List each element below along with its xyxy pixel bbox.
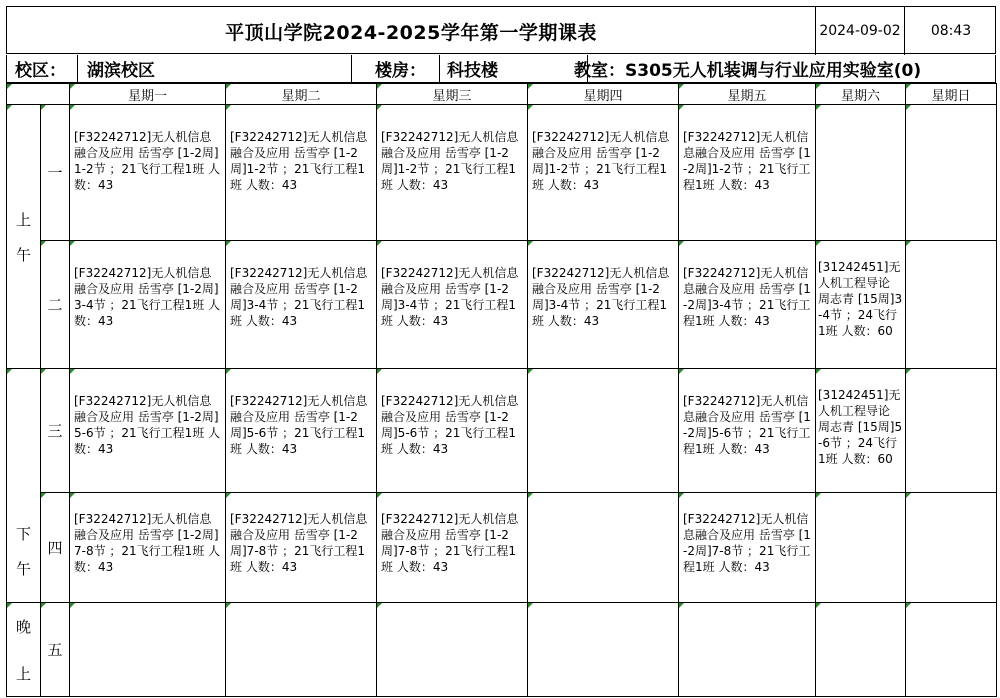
slot-row [7,603,997,697]
period-morning [7,105,41,369]
cell-marker [377,105,382,110]
cell-marker [377,493,382,498]
course-cell[interactable]: [F32242712]无人机信息融合及应用 岳雪亭 [1-2周]5-6节 ；21飞行工程1班 人数：43 [679,369,816,493]
period-char: 上 [15,210,31,229]
slot-row [7,493,997,603]
weekday-header: 星期一 [70,84,226,105]
cell-marker [906,105,911,110]
course-cell[interactable]: [F32242712]无人机信息融合及应用 岳雪亭 [1-2周]1-2节 ；21飞行工程1班 人数：43 [70,105,226,241]
cell-marker [816,493,821,498]
cell-marker [816,603,821,608]
cell-marker [528,493,533,498]
cell-marker [906,84,911,89]
course-cell[interactable]: [F32242712]无人机信息融合及应用 岳雪亭 [1-2周]5-6节 ；21飞行工程1班 人数：43 [226,369,377,493]
empty-cell [528,603,679,697]
weekday-header: 星期四 [528,84,679,105]
empty-cell [816,603,906,697]
campus-value: 湖滨校区 [87,61,155,81]
slot-row [7,369,997,493]
cell-marker [377,603,382,608]
course-cell[interactable]: [31242451]无人机工程导论 周志青 [15周]5-6节 ；24飞行1班 人数：60 [816,369,906,493]
divider [439,55,440,82]
course-cell[interactable]: [F32242712]无人机信息融合及应用 岳雪亭 [1-2周]7-8节 ；21飞行工程1班 人数：43 [679,493,816,603]
empty-cell [816,105,906,241]
empty-cell [226,603,377,697]
slot-label: 三 [41,369,70,493]
weekday-header: 星期五 [679,84,816,105]
slot-row [7,241,997,369]
cell-marker [528,241,533,246]
slot-label: 一 [41,105,70,241]
course-cell[interactable]: [F32242712]无人机信息融合及应用 岳雪亭 [1-2周]7-8节 ；21飞行工程1班 人数：43 [226,493,377,603]
room-info [574,55,995,82]
period-char: 晚 [15,617,31,636]
course-cell[interactable]: [F32242712]无人机信息融合及应用 岳雪亭 [1-2周]1-2节 ；21飞行工程1班 人数：43 [226,105,377,241]
weekday-header: 星期日 [906,84,997,105]
course-cell[interactable]: [31242451]无人机工程导论 周志青 [15周]3-4节 ；24飞行1班 人数：60 [816,241,906,369]
course-cell[interactable]: [F32242712]无人机信息融合及应用 岳雪亭 [1-2周]5-6节 ；21飞行工程1班 人数：43 [70,369,226,493]
empty-cell [906,493,997,603]
cell-marker [679,369,684,374]
cell-marker [377,241,382,246]
cell-marker [70,493,75,498]
cell-marker [528,369,533,374]
empty-cell [377,603,528,697]
course-cell[interactable]: [F32242712]无人机信息融合及应用 岳雪亭 [1-2周]7-8节 ；21飞行工程1班 人数：43 [70,493,226,603]
page-title: 平顶山学院2024-2025学年第一学期课表 [225,21,597,44]
cell-marker [226,369,231,374]
cell-marker [679,493,684,498]
cell-marker [906,603,911,608]
empty-cell [906,105,997,241]
cell-marker [816,241,821,246]
empty-cell [906,603,997,697]
cell-marker [377,369,382,374]
cell-marker [226,493,231,498]
cell-marker [70,369,75,374]
info-row [6,55,996,83]
schedule-table [6,83,997,697]
course-cell[interactable]: [F32242712]无人机信息融合及应用 岳雪亭 [1-2周]3-4节 ；21飞行工程1班 人数：43 [70,241,226,369]
slot-label: 四 [41,493,70,603]
slot-label: 二 [41,241,70,369]
cell-marker [7,84,12,89]
building-value: 科技楼 [447,61,498,81]
course-cell[interactable]: [F32242712]无人机信息融合及应用 岳雪亭 [1-2周]1-2节 ；21飞行工程1班 人数：43 [377,105,528,241]
period-evening [7,603,41,697]
cell-marker [7,603,12,608]
empty-cell [528,369,679,493]
cell-marker [816,84,821,89]
course-cell[interactable]: [F32242712]无人机信息融合及应用 岳雪亭 [1-2周]3-4节 ；21飞行工程1班 人数：43 [377,241,528,369]
empty-cell [906,241,997,369]
divider [77,55,78,82]
weekday-header-row [7,84,997,105]
cell-marker [679,84,684,89]
weekday-header: 星期六 [816,84,906,105]
divider [351,55,352,82]
cell-marker [906,241,911,246]
course-cell[interactable]: [F32242712]无人机信息融合及应用 岳雪亭 [1-2周]7-8节 ；21飞行工程1班 人数：43 [377,493,528,603]
print-time: 08:43 [930,23,972,39]
empty-cell [528,493,679,603]
course-cell[interactable]: [F32242712]无人机信息融合及应用 岳雪亭 [1-2周]1-2节 ；21飞行工程1班 人数：43 [679,105,816,241]
cell-marker [528,84,533,89]
cell-marker [906,493,911,498]
period-char: 午 [15,559,31,578]
cell-marker [70,241,75,246]
title-row [6,6,996,54]
cell-marker [679,105,684,110]
period-afternoon [7,369,41,603]
cell-marker [906,369,911,374]
cell-marker [226,241,231,246]
weekday-header: 星期三 [377,84,528,105]
course-cell[interactable]: [F32242712]无人机信息融合及应用 岳雪亭 [1-2周]3-4节 ；21飞行工程1班 人数：43 [528,241,679,369]
empty-cell [906,369,997,493]
slot-label: 五 [41,603,70,697]
cell-marker [41,493,46,498]
period-char: 上 [15,664,31,683]
empty-cell [679,603,816,697]
room-value: S305无人机装调与行业应用实验室(0) [625,61,922,81]
schedule-grid [6,83,996,696]
course-cell[interactable]: [F32242712]无人机信息融合及应用 岳雪亭 [1-2周]1-2节 ；21飞行工程1班 人数：43 [528,105,679,241]
course-cell[interactable]: [F32242712]无人机信息融合及应用 岳雪亭 [1-2周]3-4节 ；21飞行工程1班 人数：43 [226,241,377,369]
timetable-sheet [6,6,996,696]
campus-label: 校区： [15,61,66,81]
header-corner [7,84,70,105]
weekday-header: 星期二 [226,84,377,105]
cell-marker [7,105,12,110]
cell-marker [377,84,382,89]
cell-marker [679,241,684,246]
course-cell[interactable]: [F32242712]无人机信息融合及应用 岳雪亭 [1-2周]5-6节 ；21飞行工程1班 人数：43 [377,369,528,493]
cell-marker [41,241,46,246]
cell-marker [528,603,533,608]
cell-marker [528,105,533,110]
cell-marker [70,84,75,89]
course-cell[interactable]: [F32242712]无人机信息融合及应用 岳雪亭 [1-2周]3-4节 ；21飞行工程1班 人数：43 [679,241,816,369]
cell-marker [679,603,684,608]
cell-marker [41,603,46,608]
cell-marker [41,105,46,110]
cell-marker [226,105,231,110]
print-date: 2024-09-02 [819,23,901,39]
period-char: 下 [15,524,31,543]
cell-marker [226,84,231,89]
slot-row [7,105,997,241]
cell-marker [70,105,75,110]
room-label: 教室： [574,61,625,81]
cell-marker [816,369,821,374]
cell-marker [226,603,231,608]
empty-cell [70,603,226,697]
cell-marker [7,369,12,374]
cell-marker [816,105,821,110]
period-char: 午 [15,245,31,264]
building-label: 楼房： [375,61,426,81]
empty-cell [816,493,906,603]
cell-marker [41,369,46,374]
cell-marker [70,603,75,608]
